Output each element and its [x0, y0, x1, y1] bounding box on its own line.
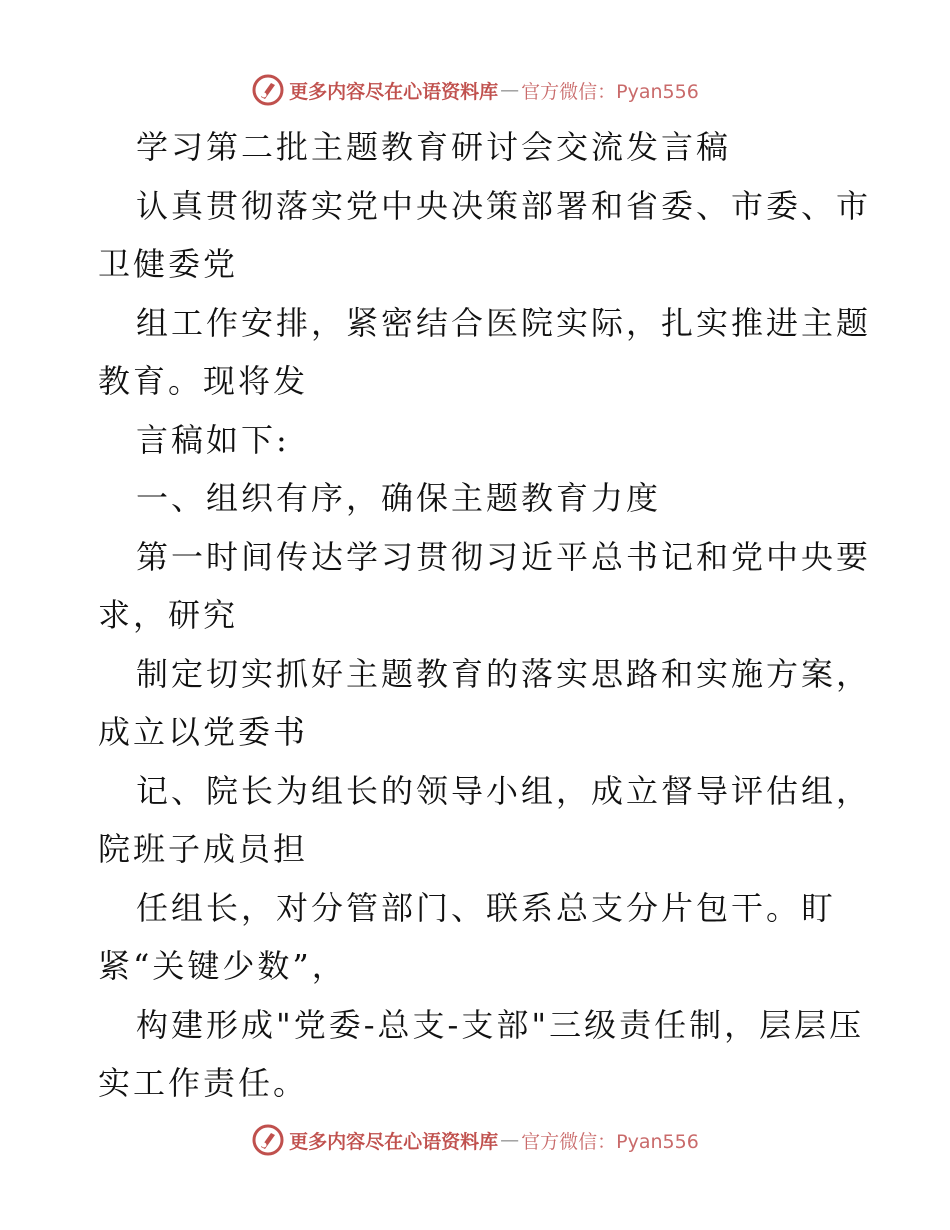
seal-logo-icon — [251, 73, 285, 107]
watermark-separator: — — [500, 79, 520, 101]
watermark-separator: — — [500, 1129, 520, 1151]
paragraph-9 — [98, 996, 865, 1113]
paragraph-line: 教育。现将发 — [98, 362, 309, 400]
watermark-brand: 更多内容尽在心语资料库 — [289, 80, 499, 103]
paragraph-5 — [98, 528, 872, 645]
paragraph-line: 记、院长为组长的领导小组，成立督导评估组， — [136, 771, 872, 810]
paragraph-line: 实工作责任。 — [98, 1064, 309, 1102]
document-body — [98, 118, 872, 1113]
paragraph-line: 第一时间传达学习贯彻习近平总书记和党中央要 — [136, 537, 872, 576]
paragraph-line: 组工作安排，紧密结合医院实际，扎实推进主题 — [136, 303, 872, 342]
paragraph-line: 成立以党委书 — [98, 713, 309, 751]
document-title — [98, 118, 858, 177]
seal-logo-icon — [251, 1123, 285, 1157]
paragraph-2 — [98, 294, 872, 411]
watermark-contact: 官方微信：Pyan556 — [521, 1130, 699, 1153]
section-heading-1 — [98, 469, 858, 528]
paragraph-line: 紧“关键少数”， — [98, 947, 347, 985]
paragraph-3 — [98, 411, 858, 470]
watermark-footer — [0, 1120, 950, 1160]
watermark-header — [0, 70, 950, 110]
watermark-brand: 更多内容尽在心语资料库 — [289, 1130, 499, 1153]
paragraph-8 — [98, 879, 858, 996]
paragraph-line: 言稿如下: — [136, 420, 290, 459]
paragraph-line: 求，研究 — [98, 596, 239, 634]
paragraph-line: 制定切实抓好主题教育的落实思路和实施方案， — [136, 654, 872, 693]
paragraph-line: 构建形成"党委-总支-支部"三级责任制，层层压 — [136, 1005, 865, 1044]
paragraph-line: 院班子成员担 — [98, 830, 309, 868]
paragraph-line: 卫健委党 — [98, 245, 239, 283]
paragraph-7 — [98, 762, 872, 879]
title-line: 学习第二批主题教育研讨会交流发言稿 — [136, 128, 732, 166]
paragraph-6 — [98, 645, 872, 762]
paragraph-line: 任组长，对分管部门、联系总支分片包干。盯 — [136, 888, 837, 927]
paragraph-1 — [98, 177, 872, 294]
paragraph-line: 认真贯彻落实党中央决策部署和省委、市委、市 — [136, 186, 872, 225]
section-heading-line: 一、组织有序，确保主题教育力度 — [136, 479, 662, 517]
watermark-contact: 官方微信：Pyan556 — [521, 80, 699, 103]
